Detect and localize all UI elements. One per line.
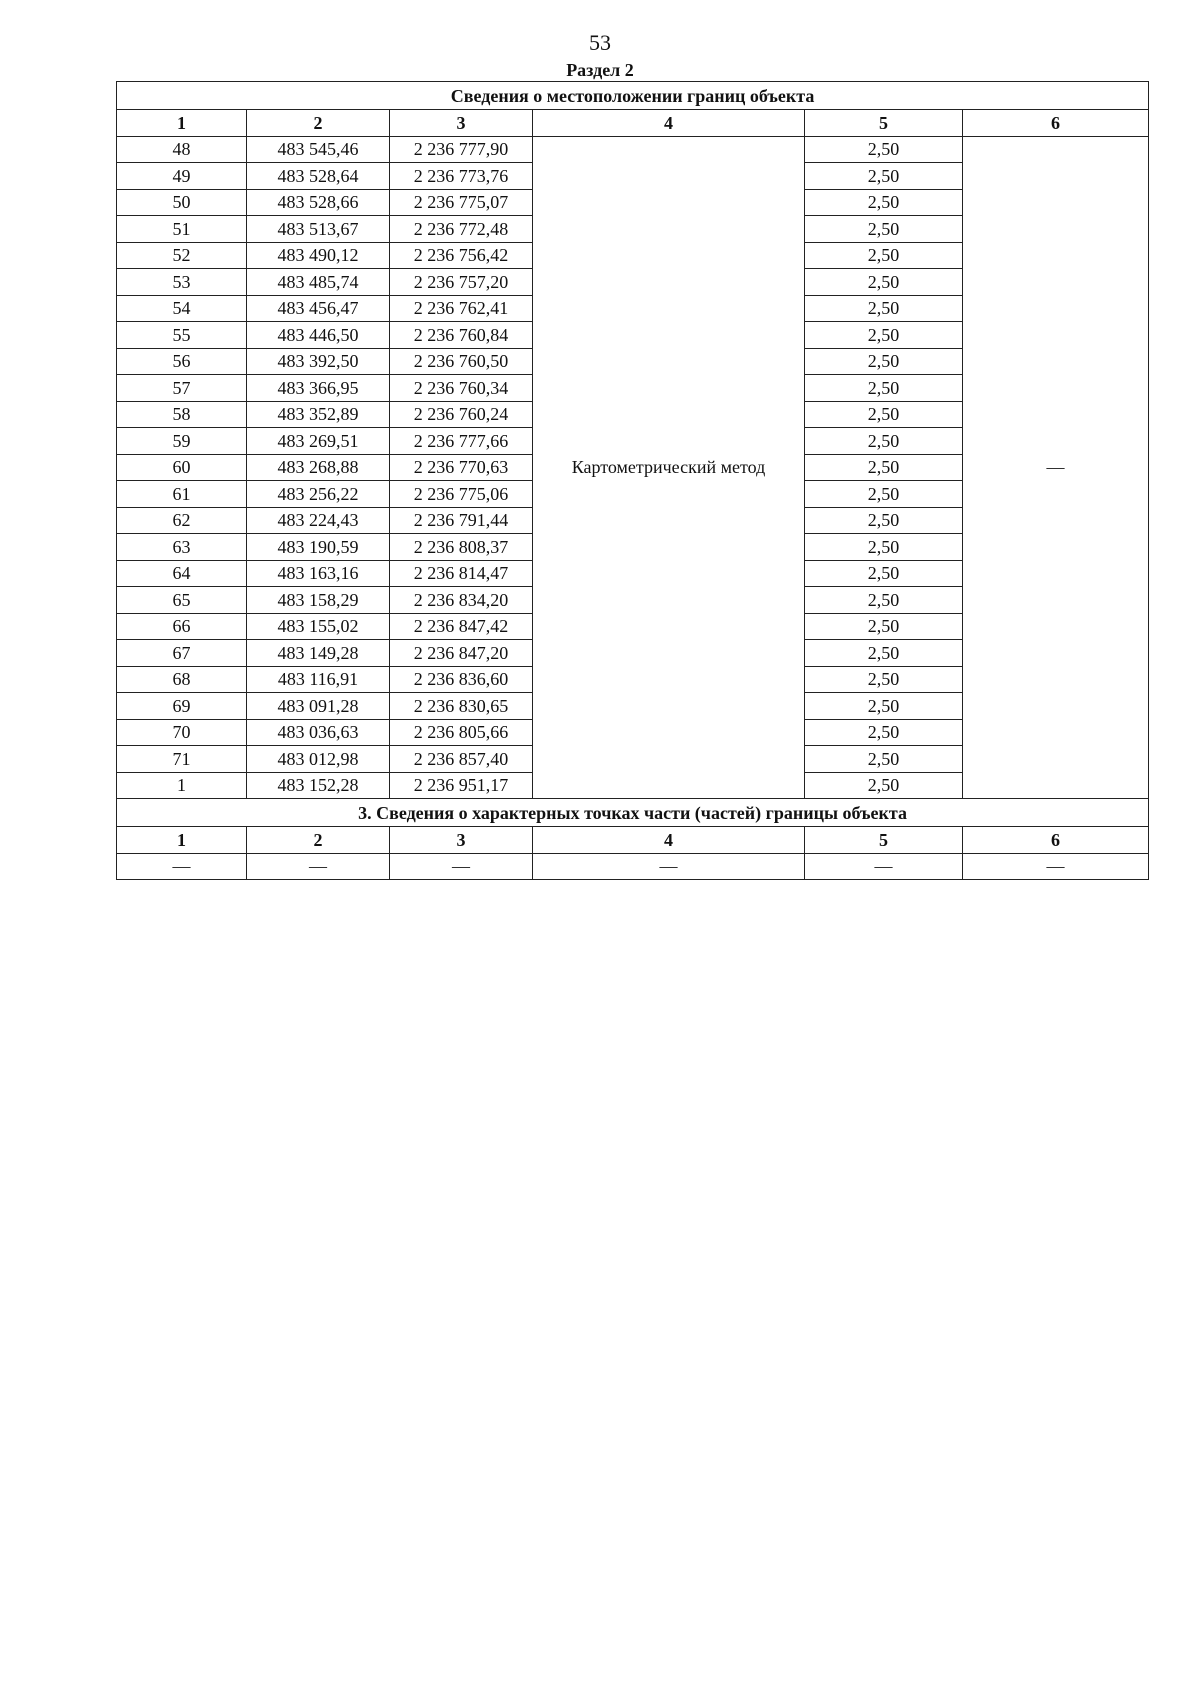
point-number-cell: 62 [117,507,247,534]
table2-header-col1: 1 [117,827,247,854]
coord-x-cell: 483 012,98 [247,746,390,773]
table-row [117,136,1149,163]
point-number-cell: 58 [117,401,247,428]
table2-empty-cell: — [247,853,390,880]
point-number-cell: 61 [117,481,247,508]
coord-y-cell: 2 236 808,37 [390,534,533,561]
coord-x-cell: 483 485,74 [247,269,390,296]
coord-y-cell: 2 236 836,60 [390,666,533,693]
coordinates-table [116,81,1149,880]
accuracy-cell: 2,50 [805,189,963,216]
coord-x-cell: 483 256,22 [247,481,390,508]
coord-x-cell: 483 456,47 [247,295,390,322]
table1-header-col3: 3 [390,110,533,137]
accuracy-cell: 2,50 [805,613,963,640]
section-title: Раздел 2 [566,60,634,80]
accuracy-cell: 2,50 [805,348,963,375]
table2-empty-cell: — [390,853,533,880]
table1-header-col5: 5 [805,110,963,137]
point-number-cell: 70 [117,719,247,746]
point-number-cell: 57 [117,375,247,402]
point-number-cell: 63 [117,534,247,561]
coord-y-cell: 2 236 760,84 [390,322,533,349]
coord-x-cell: 483 545,46 [247,136,390,163]
table2-header-col6: 6 [963,827,1149,854]
point-number-cell: 52 [117,242,247,269]
coord-y-cell: 2 236 760,34 [390,375,533,402]
coord-y-cell: 2 236 805,66 [390,719,533,746]
accuracy-cell: 2,50 [805,295,963,322]
method-cell: Картометрический метод [533,136,805,799]
accuracy-cell: 2,50 [805,242,963,269]
coord-x-cell: 483 155,02 [247,613,390,640]
coord-x-cell: 483 528,64 [247,163,390,190]
table1-title-row [117,82,1149,110]
accuracy-cell: 2,50 [805,216,963,243]
table2-empty-cell: — [533,853,805,880]
coord-y-cell: 2 236 814,47 [390,560,533,587]
coordinates-table-body [117,82,1149,880]
coord-x-cell: 483 490,12 [247,242,390,269]
coord-y-cell: 2 236 757,20 [390,269,533,296]
table2-header-col4: 4 [533,827,805,854]
accuracy-cell: 2,50 [805,481,963,508]
table2-empty-cell: — [117,853,247,880]
coord-y-cell: 2 236 777,66 [390,428,533,455]
point-number-cell: 64 [117,560,247,587]
coord-y-cell: 2 236 775,07 [390,189,533,216]
coord-x-cell: 483 268,88 [247,454,390,481]
coord-x-cell: 483 036,63 [247,719,390,746]
point-number-cell: 48 [117,136,247,163]
accuracy-cell: 2,50 [805,428,963,455]
coord-y-cell: 2 236 951,17 [390,772,533,799]
accuracy-cell: 2,50 [805,269,963,296]
coord-x-cell: 483 091,28 [247,693,390,720]
coord-y-cell: 2 236 762,41 [390,295,533,322]
coord-y-cell: 2 236 756,42 [390,242,533,269]
point-number-cell: 1 [117,772,247,799]
coord-x-cell: 483 116,91 [247,666,390,693]
accuracy-cell: 2,50 [805,322,963,349]
accuracy-cell: 2,50 [805,507,963,534]
table2-title: 3. Сведения о характерных точках части (частей) границы объекта [117,799,1149,827]
point-number-cell: 69 [117,693,247,720]
accuracy-cell: 2,50 [805,534,963,561]
coord-x-cell: 483 528,66 [247,189,390,216]
table1-header-row [117,110,1149,137]
accuracy-cell: 2,50 [805,666,963,693]
point-number-cell: 60 [117,454,247,481]
point-number-cell: 53 [117,269,247,296]
coord-y-cell: 2 236 777,90 [390,136,533,163]
point-number-cell: 50 [117,189,247,216]
accuracy-cell: 2,50 [805,772,963,799]
table2-title-row [117,799,1149,827]
table2-empty-cell: — [963,853,1149,880]
table1-header-col4: 4 [533,110,805,137]
point-number-cell: 49 [117,163,247,190]
point-number-cell: 54 [117,295,247,322]
table2-header-row [117,827,1149,854]
coord-x-cell: 483 149,28 [247,640,390,667]
point-number-cell: 55 [117,322,247,349]
coord-x-cell: 483 224,43 [247,507,390,534]
col6-dash-cell: — [963,136,1149,799]
accuracy-cell: 2,50 [805,693,963,720]
page-number: 53 [589,30,611,55]
coord-x-cell: 483 158,29 [247,587,390,614]
table2-header-col2: 2 [247,827,390,854]
coord-y-cell: 2 236 772,48 [390,216,533,243]
table1-title: Сведения о местоположении границ объекта [117,82,1149,110]
point-number-cell: 56 [117,348,247,375]
table1-header-col1: 1 [117,110,247,137]
accuracy-cell: 2,50 [805,719,963,746]
coord-y-cell: 2 236 775,06 [390,481,533,508]
coord-y-cell: 2 236 770,63 [390,454,533,481]
coord-y-cell: 2 236 857,40 [390,746,533,773]
coord-y-cell: 2 236 760,24 [390,401,533,428]
coord-x-cell: 483 366,95 [247,375,390,402]
point-number-cell: 66 [117,613,247,640]
coord-y-cell: 2 236 830,65 [390,693,533,720]
point-number-cell: 68 [117,666,247,693]
accuracy-cell: 2,50 [805,640,963,667]
accuracy-cell: 2,50 [805,401,963,428]
accuracy-cell: 2,50 [805,136,963,163]
accuracy-cell: 2,50 [805,454,963,481]
accuracy-cell: 2,50 [805,560,963,587]
coord-x-cell: 483 352,89 [247,401,390,428]
coord-x-cell: 483 446,50 [247,322,390,349]
coord-y-cell: 2 236 847,42 [390,613,533,640]
coord-y-cell: 2 236 847,20 [390,640,533,667]
coord-y-cell: 2 236 773,76 [390,163,533,190]
coord-x-cell: 483 163,16 [247,560,390,587]
coord-x-cell: 483 190,59 [247,534,390,561]
coord-x-cell: 483 513,67 [247,216,390,243]
table2-empty-cell: — [805,853,963,880]
coord-x-cell: 483 269,51 [247,428,390,455]
coord-y-cell: 2 236 834,20 [390,587,533,614]
accuracy-cell: 2,50 [805,375,963,402]
table2-header-col5: 5 [805,827,963,854]
point-number-cell: 67 [117,640,247,667]
coord-y-cell: 2 236 760,50 [390,348,533,375]
table2-header-col3: 3 [390,827,533,854]
table1-header-col2: 2 [247,110,390,137]
accuracy-cell: 2,50 [805,746,963,773]
coord-x-cell: 483 392,50 [247,348,390,375]
point-number-cell: 71 [117,746,247,773]
accuracy-cell: 2,50 [805,587,963,614]
point-number-cell: 51 [117,216,247,243]
coord-y-cell: 2 236 791,44 [390,507,533,534]
coord-x-cell: 483 152,28 [247,772,390,799]
table1-header-col6: 6 [963,110,1149,137]
accuracy-cell: 2,50 [805,163,963,190]
table2-empty-row [117,853,1149,880]
point-number-cell: 59 [117,428,247,455]
point-number-cell: 65 [117,587,247,614]
